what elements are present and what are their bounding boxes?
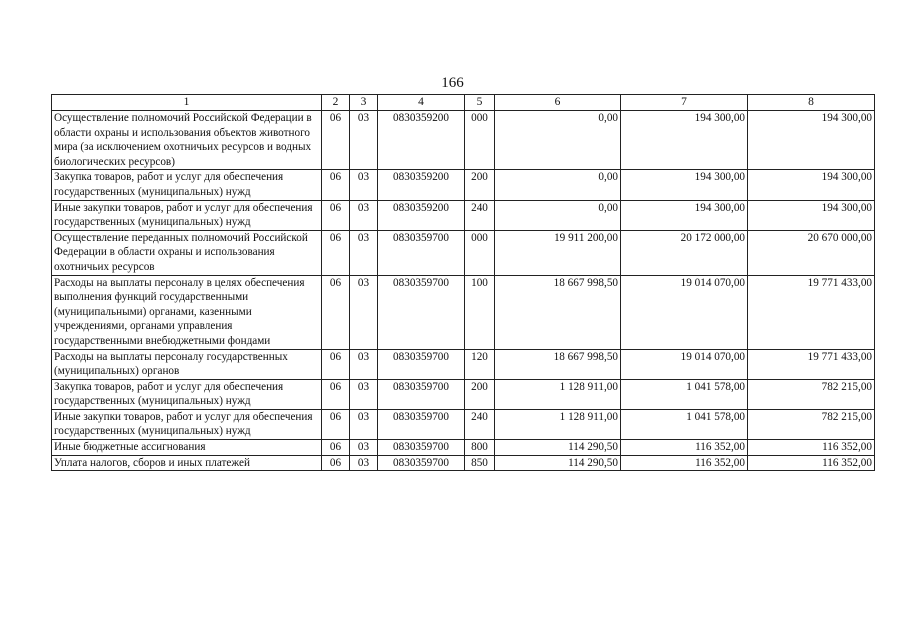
row-amount-7: 194 300,00 <box>621 200 748 230</box>
row-subsection: 03 <box>350 455 378 471</box>
row-subsection: 03 <box>350 440 378 456</box>
row-amount-7: 116 352,00 <box>621 440 748 456</box>
budget-table <box>51 94 875 471</box>
row-target-article: 0830359700 <box>378 409 465 439</box>
row-section: 06 <box>322 409 350 439</box>
table-row <box>52 379 875 409</box>
row-name: Иные закупки товаров, работ и услуг для обеспечения государственных (муниципальных) нужд <box>52 200 322 230</box>
row-amount-7: 20 172 000,00 <box>621 230 748 275</box>
row-amount-7: 194 300,00 <box>621 170 748 200</box>
row-name: Осуществление полномочий Российской Федерации в области охраны и использования объектов животного мира (за исключением охотничьих ресурсов и водных биологических ресурсов) <box>52 111 322 170</box>
row-target-article: 0830359200 <box>378 170 465 200</box>
row-amount-8: 782 215,00 <box>748 409 875 439</box>
row-subsection: 03 <box>350 379 378 409</box>
header-col-7: 7 <box>621 95 748 111</box>
row-section: 06 <box>322 379 350 409</box>
row-section: 06 <box>322 440 350 456</box>
header-col-3: 3 <box>350 95 378 111</box>
row-target-article: 0830359700 <box>378 379 465 409</box>
row-amount-7: 19 014 070,00 <box>621 349 748 379</box>
header-col-6: 6 <box>495 95 621 111</box>
row-section: 06 <box>322 455 350 471</box>
row-expense-type: 200 <box>465 170 495 200</box>
table-row <box>52 455 875 471</box>
row-section: 06 <box>322 170 350 200</box>
table-row <box>52 230 875 275</box>
row-amount-7: 1 041 578,00 <box>621 409 748 439</box>
table-row <box>52 349 875 379</box>
row-subsection: 03 <box>350 275 378 349</box>
row-section: 06 <box>322 349 350 379</box>
table-row <box>52 409 875 439</box>
row-target-article: 0830359700 <box>378 230 465 275</box>
row-amount-6: 19 911 200,00 <box>495 230 621 275</box>
row-section: 06 <box>322 200 350 230</box>
row-amount-7: 1 041 578,00 <box>621 379 748 409</box>
row-target-article: 0830359200 <box>378 111 465 170</box>
row-amount-7: 19 014 070,00 <box>621 275 748 349</box>
header-col-2: 2 <box>322 95 350 111</box>
header-col-8: 8 <box>748 95 875 111</box>
row-expense-type: 000 <box>465 230 495 275</box>
table-row <box>52 200 875 230</box>
row-subsection: 03 <box>350 200 378 230</box>
row-amount-8: 20 670 000,00 <box>748 230 875 275</box>
page-number: 166 <box>441 75 464 91</box>
header-row <box>52 95 875 111</box>
row-amount-6: 114 290,50 <box>495 440 621 456</box>
row-target-article: 0830359700 <box>378 440 465 456</box>
row-target-article: 0830359700 <box>378 275 465 349</box>
row-name: Закупка товаров, работ и услуг для обеспечения государственных (муниципальных) нужд <box>52 170 322 200</box>
table-row <box>52 170 875 200</box>
row-expense-type: 850 <box>465 455 495 471</box>
row-expense-type: 000 <box>465 111 495 170</box>
row-name: Осуществление переданных полномочий Российской Федерации в области охраны и использования охотничьих ресурсов <box>52 230 322 275</box>
row-amount-8: 19 771 433,00 <box>748 275 875 349</box>
row-expense-type: 800 <box>465 440 495 456</box>
row-amount-8: 116 352,00 <box>748 440 875 456</box>
row-expense-type: 240 <box>465 409 495 439</box>
row-target-article: 0830359700 <box>378 455 465 471</box>
table-row <box>52 440 875 456</box>
row-subsection: 03 <box>350 170 378 200</box>
row-amount-6: 0,00 <box>495 200 621 230</box>
row-amount-8: 194 300,00 <box>748 170 875 200</box>
row-amount-8: 19 771 433,00 <box>748 349 875 379</box>
row-amount-7: 194 300,00 <box>621 111 748 170</box>
row-section: 06 <box>322 275 350 349</box>
row-expense-type: 240 <box>465 200 495 230</box>
row-amount-6: 18 667 998,50 <box>495 275 621 349</box>
row-section: 06 <box>322 230 350 275</box>
row-target-article: 0830359700 <box>378 349 465 379</box>
header-col-5: 5 <box>465 95 495 111</box>
row-amount-8: 116 352,00 <box>748 455 875 471</box>
row-name: Расходы на выплаты персоналу государственных (муниципальных) органов <box>52 349 322 379</box>
row-amount-6: 18 667 998,50 <box>495 349 621 379</box>
row-name: Иные закупки товаров, работ и услуг для обеспечения государственных (муниципальных) нужд <box>52 409 322 439</box>
row-subsection: 03 <box>350 409 378 439</box>
row-section: 06 <box>322 111 350 170</box>
row-name: Уплата налогов, сборов и иных платежей <box>52 455 322 471</box>
row-amount-6: 1 128 911,00 <box>495 379 621 409</box>
header-col-1: 1 <box>52 95 322 111</box>
row-subsection: 03 <box>350 230 378 275</box>
table-row <box>52 275 875 349</box>
row-expense-type: 100 <box>465 275 495 349</box>
row-target-article: 0830359200 <box>378 200 465 230</box>
row-amount-6: 114 290,50 <box>495 455 621 471</box>
row-amount-6: 0,00 <box>495 111 621 170</box>
table-row <box>52 111 875 170</box>
row-subsection: 03 <box>350 349 378 379</box>
row-amount-8: 194 300,00 <box>748 111 875 170</box>
row-amount-7: 116 352,00 <box>621 455 748 471</box>
row-expense-type: 120 <box>465 349 495 379</box>
row-amount-8: 782 215,00 <box>748 379 875 409</box>
row-amount-6: 0,00 <box>495 170 621 200</box>
row-subsection: 03 <box>350 111 378 170</box>
row-amount-8: 194 300,00 <box>748 200 875 230</box>
header-col-4: 4 <box>378 95 465 111</box>
row-name: Расходы на выплаты персоналу в целях обеспечения выполнения функций государственными (муниципальными) органами, казенными учреждениями, органами управления государственными внебюджетными фондами <box>52 275 322 349</box>
row-name: Иные бюджетные ассигнования <box>52 440 322 456</box>
row-amount-6: 1 128 911,00 <box>495 409 621 439</box>
row-expense-type: 200 <box>465 379 495 409</box>
row-name: Закупка товаров, работ и услуг для обеспечения государственных (муниципальных) нужд <box>52 379 322 409</box>
